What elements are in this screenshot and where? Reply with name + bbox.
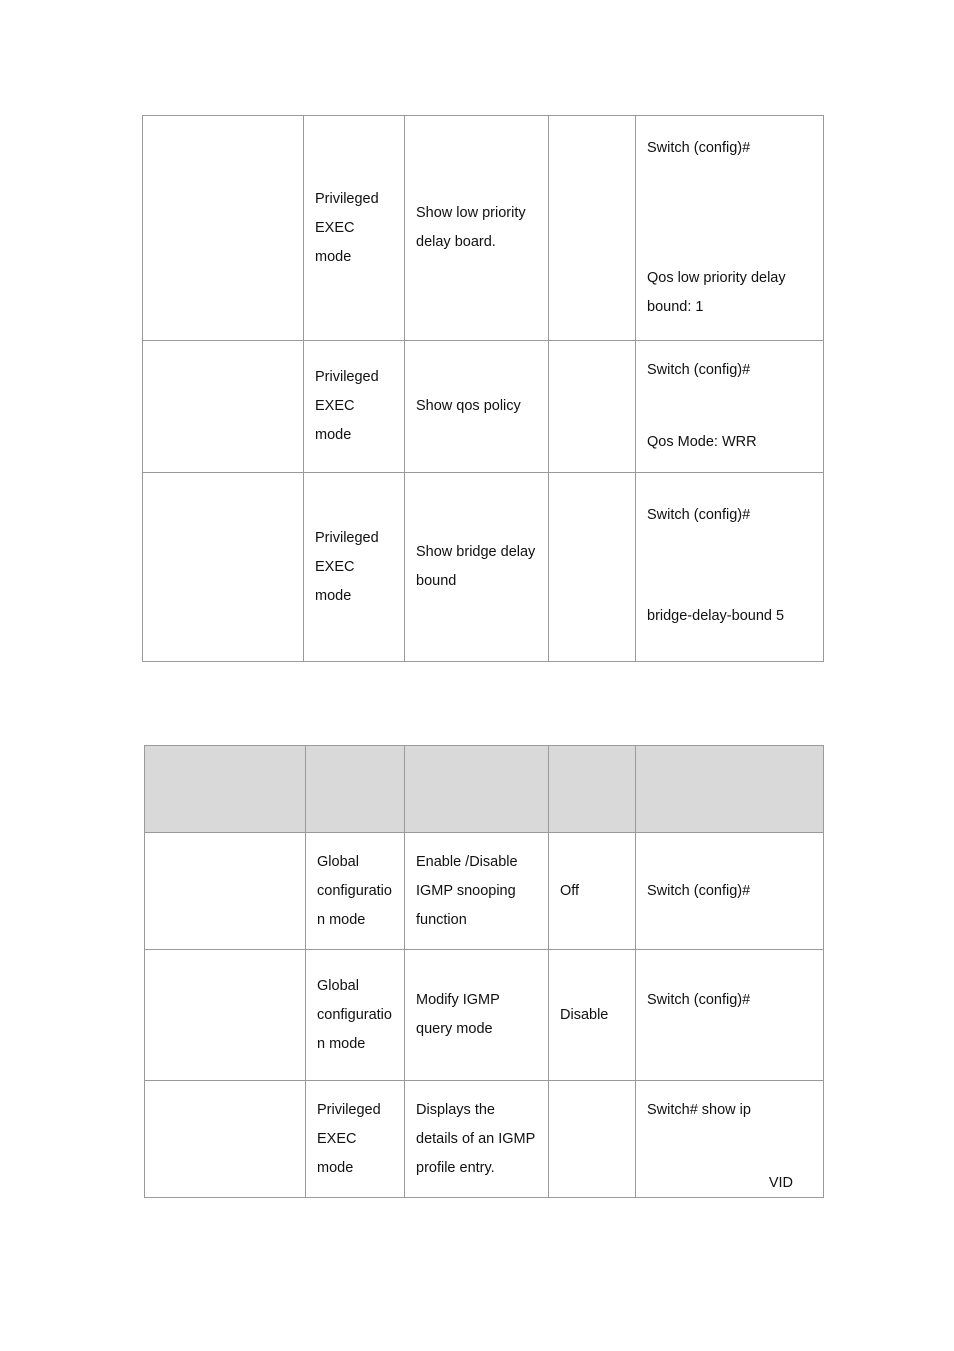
table-row	[143, 116, 824, 341]
mode-cell: Global configuratio n mode	[306, 950, 405, 1081]
example-cell	[636, 473, 824, 662]
command-cell	[143, 341, 304, 473]
example-prompt: Switch (config)#	[647, 362, 751, 378]
header-cell	[549, 746, 636, 833]
header-cell	[636, 746, 824, 833]
header-cell	[405, 746, 549, 833]
table-row	[145, 950, 824, 1081]
mode-cell: Privileged EXEC mode	[304, 116, 405, 341]
example-output: bridge-delay-bound 5	[647, 608, 785, 624]
function-cell: Modify IGMP query mode	[405, 950, 549, 1081]
command-cell	[143, 116, 304, 341]
function-cell: Show bridge delay bound	[405, 473, 549, 662]
mode-cell: Privileged EXEC mode	[304, 473, 405, 662]
mode-cell: Privileged EXEC mode	[306, 1081, 405, 1198]
command-cell	[143, 473, 304, 662]
command-cell	[145, 950, 306, 1081]
default-cell	[549, 116, 636, 341]
table-row	[145, 1081, 824, 1198]
header-cell	[145, 746, 306, 833]
command-cell	[145, 1081, 306, 1198]
function-cell: Displays the details of an IGMP profile entry.	[405, 1081, 549, 1198]
example-output: bound: 1	[647, 299, 704, 315]
table-header-row	[145, 746, 824, 833]
default-cell	[549, 473, 636, 662]
example-cell	[636, 1081, 824, 1198]
function-cell: Show qos policy	[405, 341, 549, 473]
example-prompt: Switch (config)#	[647, 140, 751, 156]
default-cell: Off	[549, 833, 636, 950]
example-prompt: Switch (config)#	[647, 507, 751, 523]
command-cell	[145, 833, 306, 950]
example-output: Qos Mode: WRR	[647, 434, 757, 450]
function-cell: Show low priority delay board.	[405, 116, 549, 341]
table-row	[145, 833, 824, 950]
example-cell	[636, 116, 824, 341]
header-cell	[306, 746, 405, 833]
example-output: VID	[768, 1175, 793, 1191]
example-cell	[636, 950, 824, 1081]
example-prompt: Switch (config)#	[647, 882, 751, 899]
qos-command-table	[142, 115, 824, 662]
function-cell: Enable /Disable IGMP snooping function	[405, 833, 549, 950]
default-cell	[549, 1081, 636, 1198]
example-output: Qos low priority delay	[647, 270, 786, 286]
mode-cell: Global configuratio n mode	[306, 833, 405, 950]
mode-cell: Privileged EXEC mode	[304, 341, 405, 473]
example-prompt: Switch (config)#	[647, 992, 751, 1008]
example-prompt: Switch# show ip	[647, 1102, 751, 1118]
example-cell	[636, 833, 824, 950]
default-cell	[549, 341, 636, 473]
example-cell	[636, 341, 824, 473]
table-row	[143, 473, 824, 662]
table-row	[143, 341, 824, 473]
igmp-command-table	[144, 745, 824, 1198]
default-cell: Disable	[549, 950, 636, 1081]
